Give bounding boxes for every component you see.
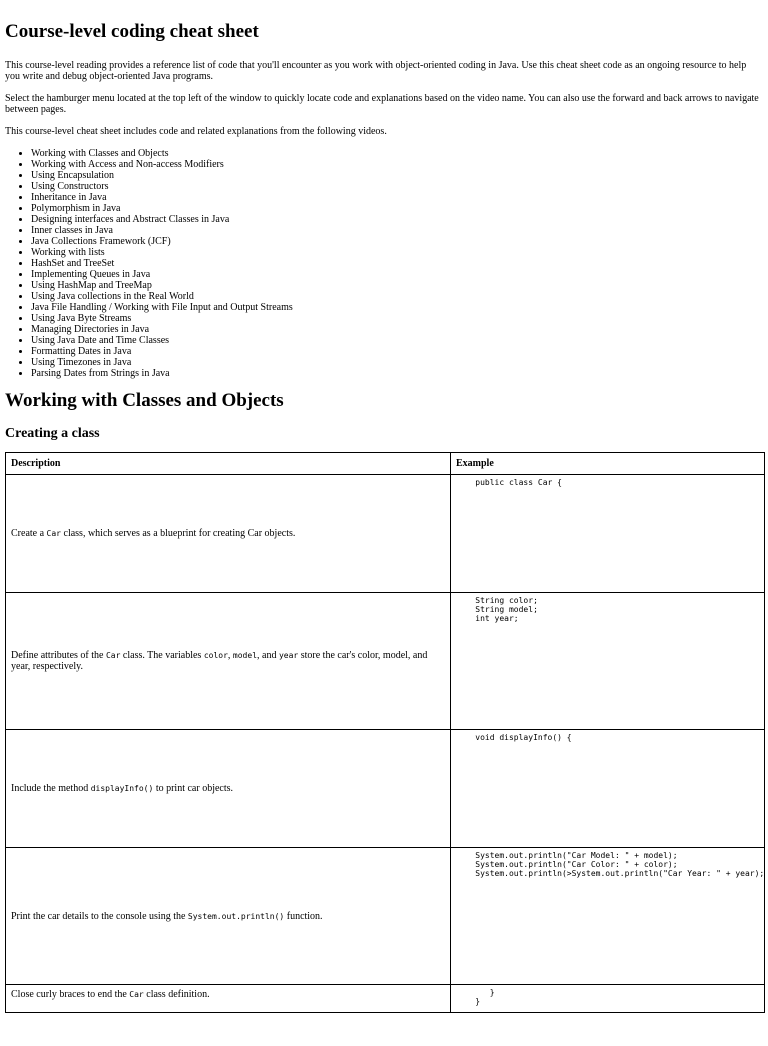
list-item: • Using Java Date and Time Classes: [31, 335, 763, 346]
code-block: System.out.println("Car Model: " + model); System.out.println("Car Color: " + color); System.out.println(>System.out.println("Car Year: " + year);: [475, 851, 765, 879]
description-text: Define attributes of the: [11, 650, 106, 662]
table-row: [6, 848, 765, 985]
list-item: • Parsing Dates from Strings in Java: [31, 368, 763, 379]
example-cell: [451, 730, 765, 848]
inline-code: Car: [46, 529, 61, 539]
example-cell: [451, 593, 765, 730]
video-list: [5, 148, 763, 379]
table-row: [6, 730, 765, 848]
table-row: [6, 475, 765, 593]
document-page: [0, 22, 768, 1013]
list-item: • Java File Handling / Working with File Input and Output Streams: [31, 302, 763, 313]
list-item: • Inheritance in Java: [31, 192, 763, 203]
inline-code: model: [232, 651, 258, 661]
list-item: • Using Encapsulation: [31, 170, 763, 181]
list-item: • Implementing Queues in Java: [31, 269, 763, 280]
section-title: Working with Classes and Objects: [5, 389, 284, 411]
table-header-row: [6, 453, 765, 475]
example-cell: [451, 475, 765, 593]
list-item: • Using Java collections in the Real World: [31, 291, 763, 302]
description-text: Print the car details to the console using the: [11, 910, 188, 922]
description-text: class. The variables: [120, 650, 204, 662]
list-item: • Using Java Byte Streams: [31, 313, 763, 324]
header-description: Description: [6, 453, 451, 475]
inline-code: year: [278, 651, 299, 661]
description-text: Close curly braces to end the: [11, 989, 130, 1001]
inline-code: Car: [129, 990, 144, 1000]
description-text: ,: [227, 650, 233, 662]
code-block: public class Car {: [456, 478, 562, 488]
description-text: function.: [284, 910, 323, 922]
inline-code: color: [203, 651, 228, 661]
list-item: • Working with lists: [31, 247, 763, 258]
inline-code: System.out.println(): [187, 911, 285, 921]
description-text: , and: [257, 650, 279, 662]
inline-code: displayInfo(): [90, 784, 154, 794]
list-item: • Using Timezones in Java: [31, 357, 763, 368]
list-item: • Polymorphism in Java: [31, 203, 763, 214]
table-row: [6, 593, 765, 730]
description-text: class definition.: [143, 989, 210, 1001]
description-text: Include the method: [11, 783, 91, 795]
description-text: to print car objects.: [153, 783, 234, 795]
list-item: • HashSet and TreeSet: [31, 258, 763, 269]
description-text: class, which serves as a blueprint for creating Car objects.: [61, 528, 296, 540]
page-title: Course-level coding cheat sheet: [5, 21, 259, 42]
section-subtitle: Creating a class: [5, 425, 100, 441]
example-cell: [451, 848, 765, 985]
intro-paragraph-1: This course-level reading provides a reference list of code that you'll encounter as you work with object-oriented coding in Java. Use this cheat sheet code as an ongoing resource to help you write and debug object-oriented Java programs.: [5, 59, 747, 82]
list-item: • Formatting Dates in Java: [31, 346, 763, 357]
intro-paragraph-3: This course-level cheat sheet includes code and related explanations from the following videos.: [5, 125, 387, 137]
description-cell: [6, 475, 451, 593]
table-row: [6, 985, 765, 1013]
code-table: [5, 452, 765, 1013]
list-item: • Using Constructors: [31, 181, 763, 192]
description-cell: [6, 848, 451, 985]
list-item: • Managing Directories in Java: [31, 324, 763, 335]
description-text: store the car's color, model, and year, respectively.: [11, 650, 428, 673]
header-example: Example: [451, 453, 765, 475]
list-item: • Working with Access and Non-access Modifiers: [31, 159, 763, 170]
code-block: } }: [475, 988, 495, 1007]
description-cell: [6, 730, 451, 848]
list-item: • Designing interfaces and Abstract Classes in Java: [31, 214, 763, 225]
code-block: void displayInfo() {: [456, 733, 572, 743]
description-cell: [6, 985, 451, 1013]
code-block: String color; String model; int year;: [475, 596, 538, 624]
description-cell: [6, 593, 451, 730]
list-item: • Inner classes in Java: [31, 225, 763, 236]
list-item: • Using HashMap and TreeMap: [31, 280, 763, 291]
list-item: • Java Collections Framework (JCF): [31, 236, 763, 247]
intro-paragraph-2: Select the hamburger menu located at the top left of the window to quickly locate code and explanations based on the video name. You can also use the forward and back arrows to navigate between pages.: [5, 92, 759, 115]
example-cell: [451, 985, 765, 1013]
description-text: Create a: [11, 528, 47, 540]
list-item: • Working with Classes and Objects: [31, 148, 763, 159]
inline-code: Car: [105, 651, 121, 661]
